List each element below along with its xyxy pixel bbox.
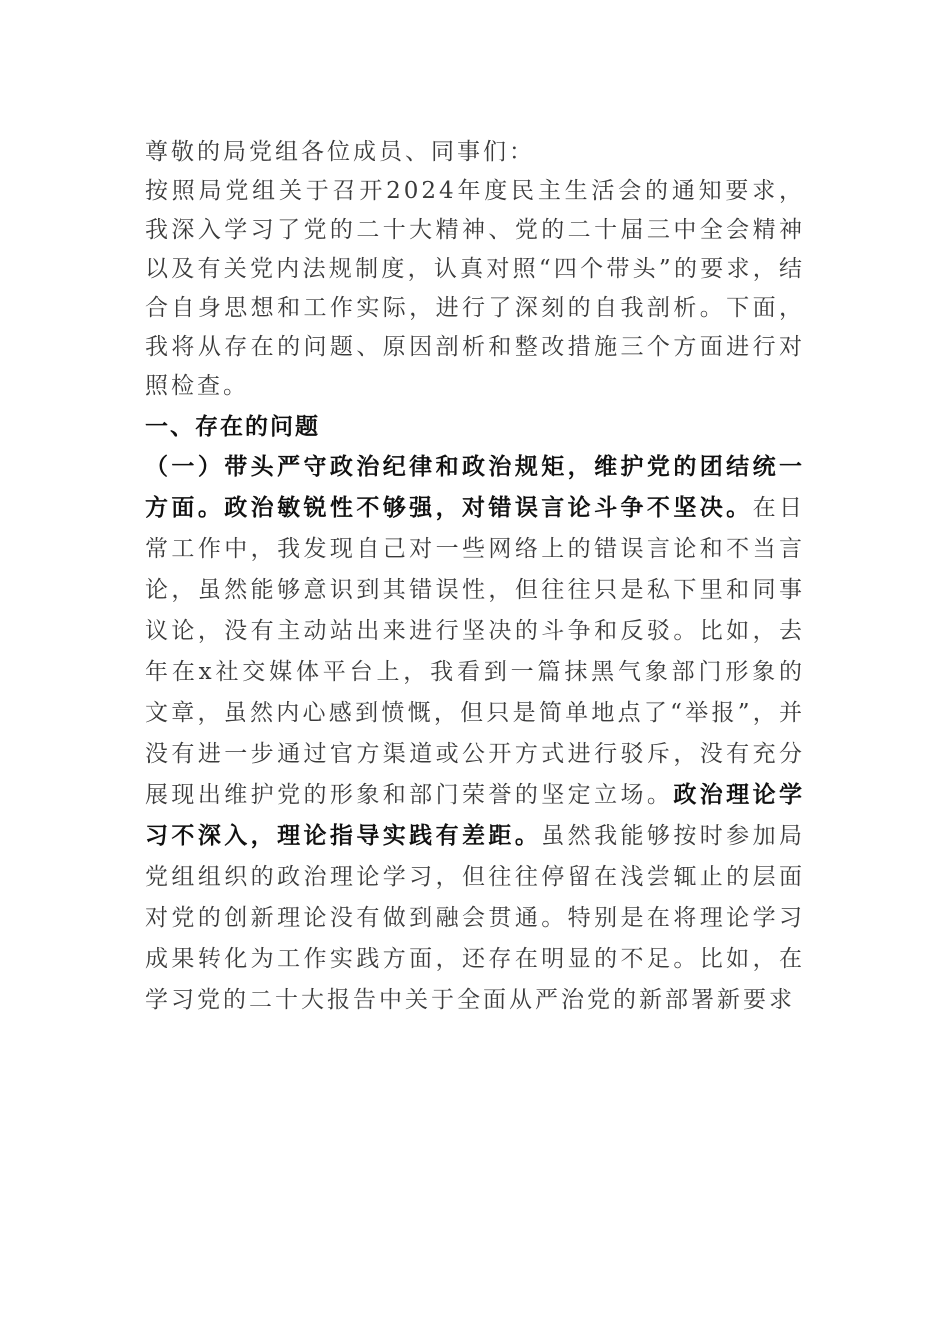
point-1-title: 政治敏锐性不够强，对错误言论斗争不坚决。 — [224, 495, 753, 521]
subsection-paragraph — [145, 447, 805, 1021]
point-1-text: 在日常工作中，我发现自己对一些网络上的错误言论和不当言论，虽然能够意识到其错误性，但往往只是私下里和同事议论，没有主动站出来进行坚决的斗争和反驳。比如，去年在x社交媒体平台上，我看到一篇抹黑气象部门形象的文章，虽然内心感到愤慨，但只是简单地点了“举报”，并没有进一步通过官方渠道或公开方式进行驳斥，没有充分展现出维护党的形象和部门荣誉的坚定立场。 — [145, 495, 806, 808]
point-2-title: 政治理论学习不深入，理论指导实践有差距。 — [145, 782, 806, 849]
document-body — [145, 133, 805, 1021]
intro-paragraph: 按照局党组关于召开2024年度民主生活会的通知要求，我深入学习了党的二十大精神、党的二十届三中全会精神以及有关党内法规制度，认真对照“四个带头”的要求，结合自身思想和工作实际，进行了深刻的自我剖析。下面，我将从存在的问题、原因剖析和整改措施三个方面进行对照检查。 — [145, 178, 805, 399]
subsection-heading: （一）带头严守政治纪律和政治规矩，维护党的团结统一方面。 — [145, 454, 805, 521]
point-2-text: 虽然我能够按时参加局党组组织的政治理论学习，但往往停留在浅尝辄止的层面对党的创新理论没有做到融会贯通。特别是在将理论学习成果转化为工作实践方面，还存在明显的不足。比如，在学习党的二十大报告中关于全面从严治党的新部署新要求 — [145, 823, 806, 1013]
section-heading-problems: 一、存在的问题 — [145, 414, 320, 440]
salutation: 尊敬的局党组各位成员、同事们： — [145, 139, 535, 165]
